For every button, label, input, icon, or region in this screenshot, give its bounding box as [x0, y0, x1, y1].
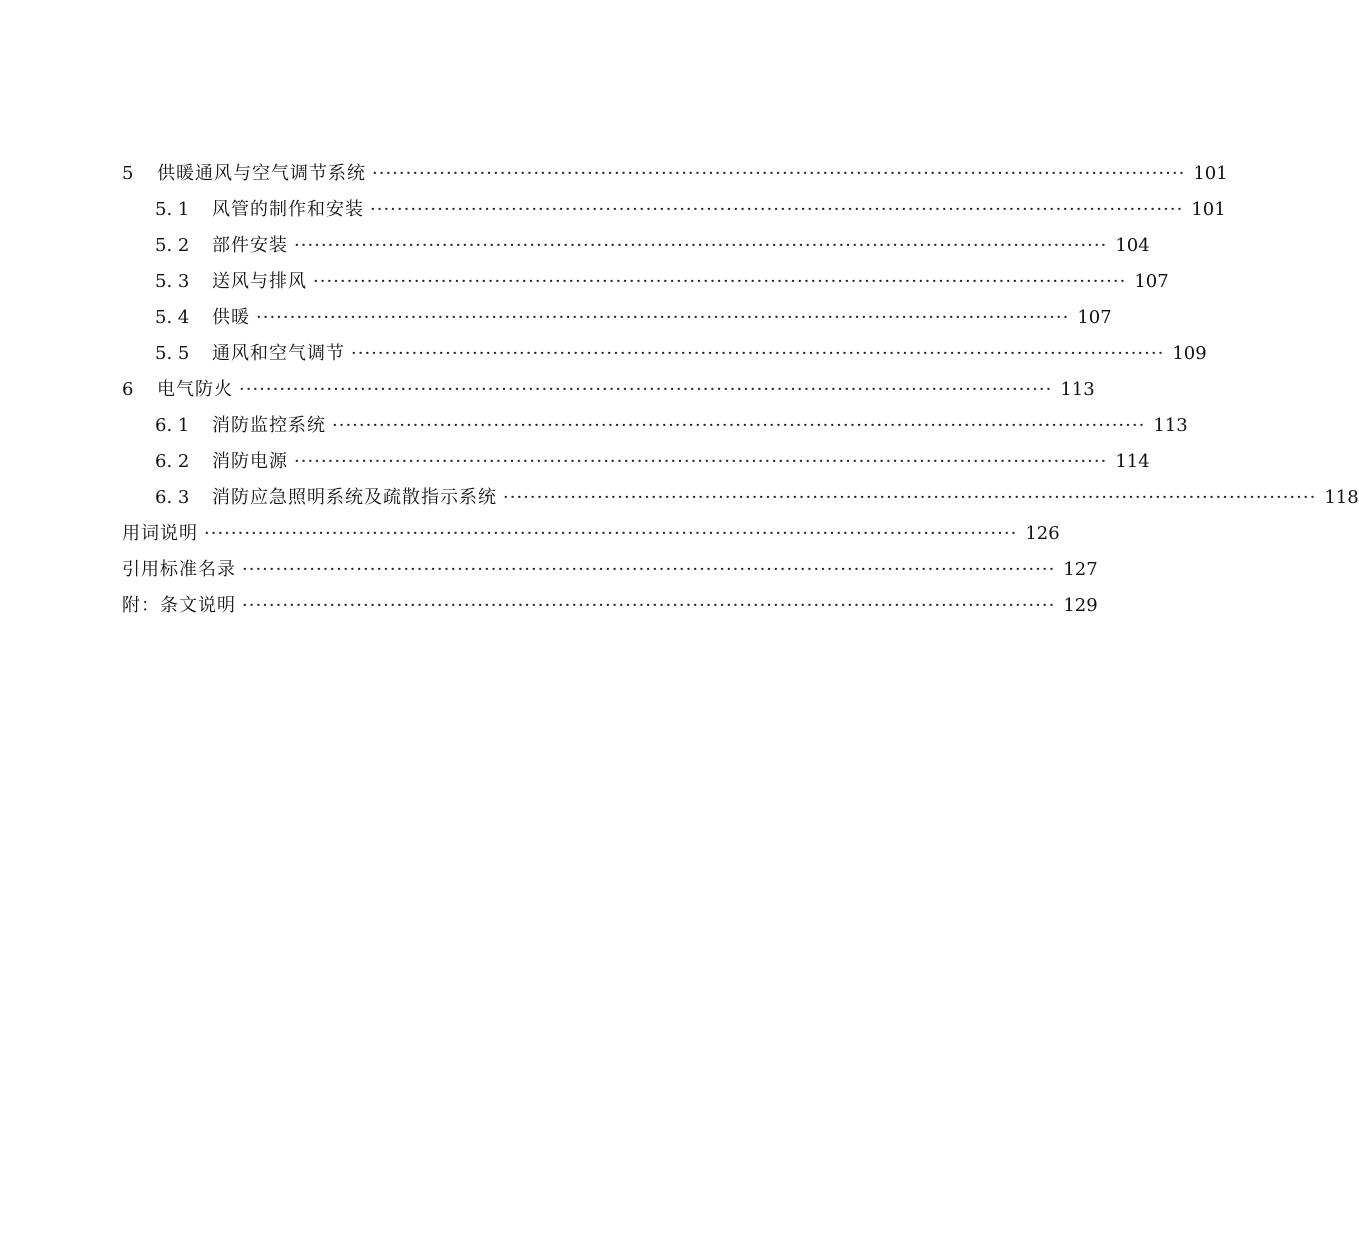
toc-title: 电气防火: [157, 379, 233, 400]
dot-leader: ·························································································································: [370, 199, 1184, 220]
toc-page-number: 101: [1191, 199, 1226, 220]
toc-title: 供暖通风与空气调节系统: [157, 163, 366, 184]
dot-leader: ·························································································································: [294, 235, 1108, 256]
toc-number: 5. 5: [155, 343, 190, 364]
dot-leader: ·························································································································: [313, 271, 1127, 292]
toc-page-number: 126: [1025, 523, 1060, 544]
toc-title: 消防监控系统: [212, 415, 326, 436]
toc-number: 5. 4: [155, 307, 190, 328]
toc-page-number: 104: [1115, 235, 1150, 256]
toc-entry[interactable]: [122, 408, 1188, 444]
dot-leader: ·························································································································: [503, 487, 1317, 508]
toc-number: 6. 3: [155, 487, 190, 508]
dot-leader: ·························································································································: [256, 307, 1070, 328]
toc-entry[interactable]: [122, 372, 1095, 408]
dot-leader: ·························································································································: [242, 595, 1056, 616]
toc-entry[interactable]: [122, 588, 1098, 624]
toc-entry[interactable]: [122, 516, 1060, 552]
toc-entry[interactable]: [122, 300, 1112, 336]
table-of-contents: [122, 156, 1359, 624]
toc-page-number: 118: [1324, 487, 1359, 508]
dot-leader: ·························································································································: [204, 523, 1018, 544]
toc-entry[interactable]: [122, 480, 1359, 516]
toc-entry[interactable]: [122, 444, 1150, 480]
toc-entry[interactable]: [122, 552, 1098, 588]
toc-page-number: 113: [1060, 379, 1095, 400]
toc-entry[interactable]: [122, 192, 1226, 228]
toc-page-number: 107: [1077, 307, 1112, 328]
dot-leader: ·························································································································: [332, 415, 1146, 436]
dot-leader: ·························································································································: [242, 559, 1056, 580]
toc-title: 消防电源: [212, 451, 288, 472]
toc-title: 部件安装: [212, 235, 288, 256]
toc-page-number: 101: [1193, 163, 1228, 184]
toc-page-number: 129: [1063, 595, 1098, 616]
toc-page-number: 109: [1172, 343, 1207, 364]
toc-title: 送风与排风: [212, 271, 307, 292]
toc-number: 6. 2: [155, 451, 190, 472]
toc-entry[interactable]: [122, 228, 1150, 264]
toc-title: 引用标准名录: [122, 559, 236, 580]
dot-leader: ·························································································································: [372, 163, 1186, 184]
toc-entry[interactable]: [122, 264, 1169, 300]
toc-page-number: 114: [1115, 451, 1150, 472]
toc-page-number: 127: [1063, 559, 1098, 580]
dot-leader: ·························································································································: [351, 343, 1165, 364]
toc-title: 用词说明: [122, 523, 198, 544]
toc-title: 附：条文说明: [122, 595, 236, 616]
toc-title: 风管的制作和安装: [212, 199, 364, 220]
toc-number: 5. 1: [155, 199, 190, 220]
dot-leader: ·························································································································: [294, 451, 1108, 472]
toc-title: 供暖: [212, 307, 250, 328]
toc-number: 6. 1: [155, 415, 190, 436]
toc-title: 通风和空气调节: [212, 343, 345, 364]
toc-title: 消防应急照明系统及疏散指示系统: [212, 487, 497, 508]
toc-page-number: 113: [1153, 415, 1188, 436]
toc-page-number: 107: [1134, 271, 1169, 292]
toc-entry[interactable]: [122, 336, 1207, 372]
toc-number: 5. 2: [155, 235, 190, 256]
toc-number: 6: [122, 379, 134, 400]
toc-number: 5. 3: [155, 271, 190, 292]
toc-number: 5: [122, 163, 134, 184]
dot-leader: ·························································································································: [239, 379, 1053, 400]
toc-entry[interactable]: [122, 156, 1228, 192]
